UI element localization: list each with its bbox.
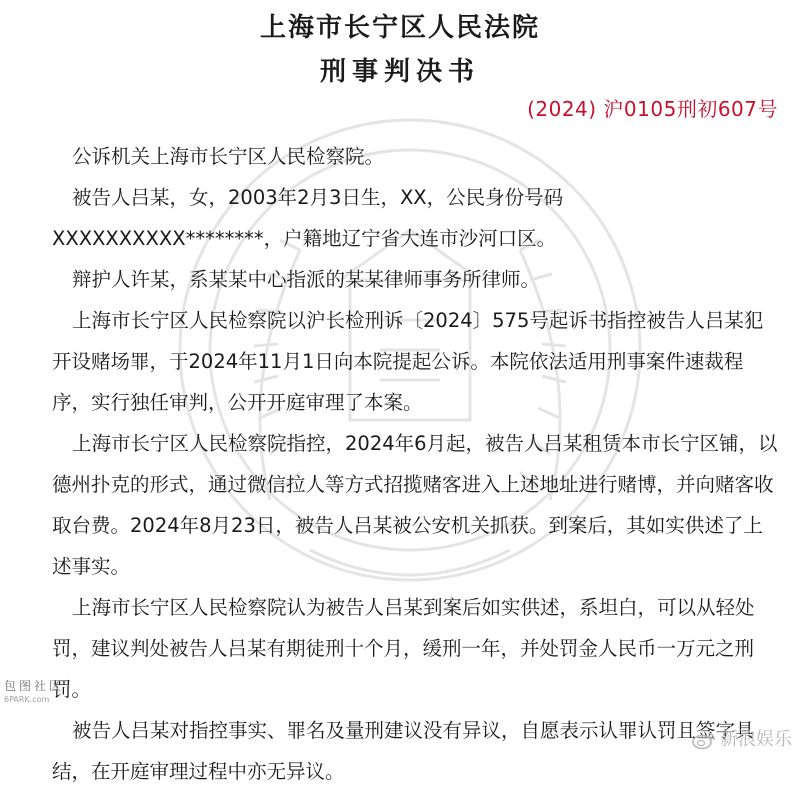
paragraph-defender: 辩护人许某，系某某中心指派的某某律师事务所律师。 — [72, 268, 541, 291]
document-title: 刑事判决书 — [319, 57, 480, 87]
paragraph-charges: 上海市长宁区人民检察院指控，2024年6月起，被告人吕某租赁本市长宁区铺，以德州扑克的形式，通过微信拉人等方式招揽赌客进入上述地址进行赌博，并向赌客收取台费。2024年8月23日，被告人吕某被公安机关抓获。到案后，其如实供述了上述事实。 — [52, 432, 778, 578]
case-number: (2024) 沪0105刑初607号 — [527, 97, 778, 121]
paragraph-defendant: 被告人吕某，女，2003年2月3日生，XX，公民身份号码XXXXXXXXXX********，户籍地辽宁省大连市沙河口区。 — [52, 186, 564, 250]
watermark-site-text: 6PARK.com — [4, 695, 50, 704]
weibo-icon — [692, 730, 716, 750]
watermark-brand-text: 新浪娱乐 — [720, 729, 792, 750]
watermark-logo-text: 包图社区 — [4, 679, 65, 693]
paragraph-indictment: 上海市长宁区人民检察院以沪长检刑诉〔2024〕575号起诉书指控被告人吕某犯开设赌场罪，于2024年11月1日向本院提起公诉。本院依法适用刑事案件速裁程序，实行独任审判，公开开庭审理了本案。 — [52, 309, 764, 414]
judgment-body — [52, 136, 782, 792]
paragraph-plea: 被告人吕某对指控事实、罪名及量刑建议没有异议，自愿表示认罪认罚且签字具结，在开庭审理过程中亦无异议。 — [52, 719, 755, 783]
court-name: 上海市长宁区人民法院 — [259, 13, 540, 43]
site-watermark-left — [4, 680, 84, 706]
paragraph-sentencing-recommendation: 上海市长宁区人民检察院认为被告人吕某到案后如实供述，系坦白，可以从轻处罚，建议判处被告人吕某有期徒刑十个月，缓刑一年，并处罚金人民币一万元之刑罚。 — [52, 596, 755, 701]
paragraph-prosecutor: 公诉机关上海市长宁区人民检察院。 — [72, 145, 385, 168]
site-watermark-right — [692, 728, 792, 752]
